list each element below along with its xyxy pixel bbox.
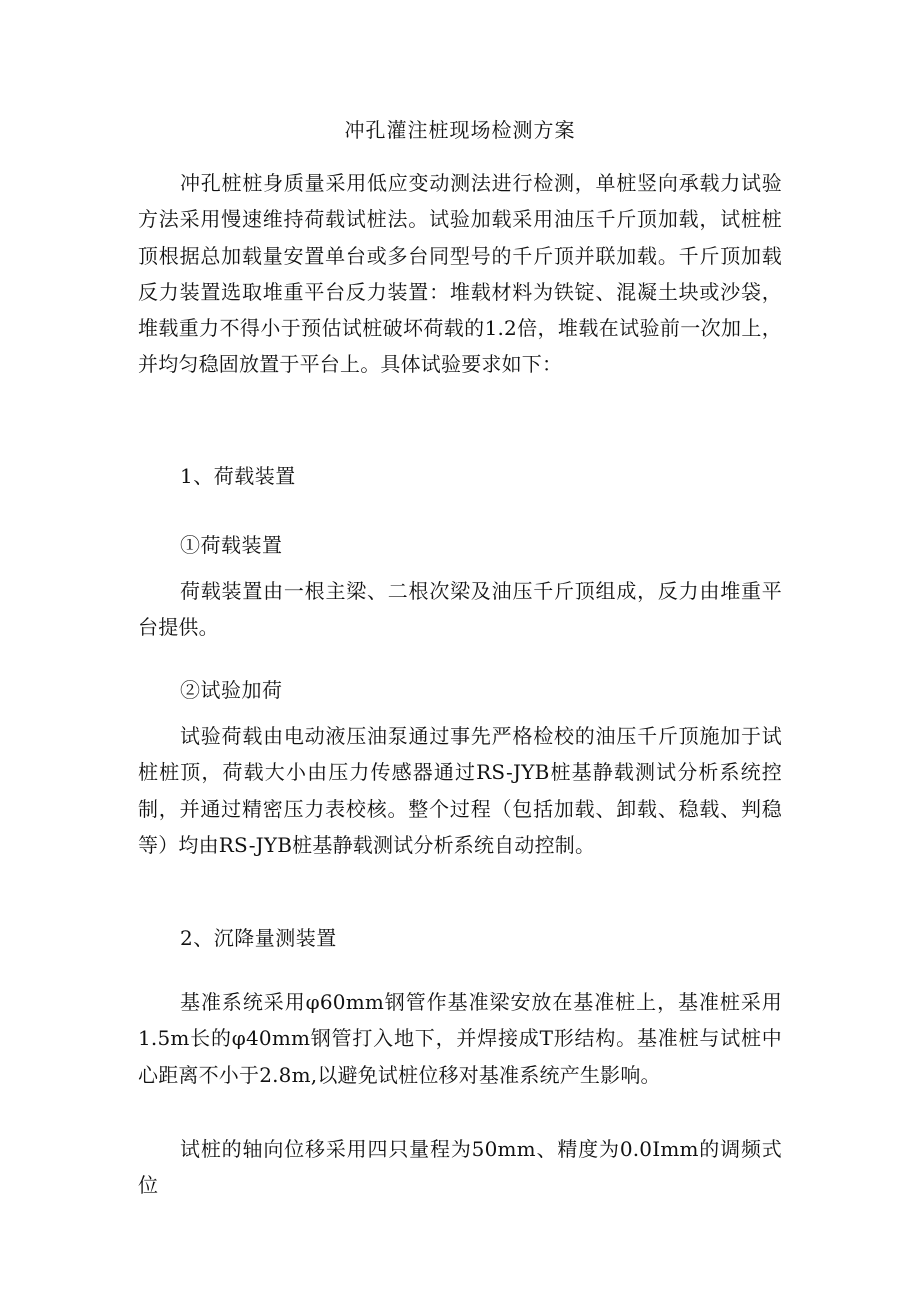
section-2-paragraph-2: 试桩的轴向位移采用四只量程为50mm、精度为0.0Imm的调频式位 bbox=[138, 1137, 782, 1198]
subsection-2-heading: ②试验加荷 bbox=[180, 678, 283, 702]
section-2-paragraph-1: 基准系统采用φ60mm钢管作基准梁安放在基准桩上，基准桩采用1.5m长的φ40mm钢管打入地下，并焊接成T形结构。基准桩与试桩中心距离不小于2.8m,以避免试桩位移对基准系统产生影响。 bbox=[138, 990, 782, 1087]
subsection-1-heading: ①荷载装置 bbox=[180, 533, 283, 557]
section-1-heading: 1、荷载装置 bbox=[180, 464, 296, 488]
subsection-1-paragraph: 荷载装置由一根主梁、二根次梁及油压千斤顶组成，反力由堆重平台提供。 bbox=[138, 579, 782, 640]
intro-paragraph: 冲孔桩桩身质量采用低应变动测法进行检测，单桩竖向承载力试验方法采用慢速维持荷载试桩法。试验加载采用油压千斤顶加载，试桩桩顶根据总加载量安置单台或多台同型号的千斤顶并联加载。千斤顶加载反力装置选取堆重平台反力装置：堆载材料为铁锭、混凝土块或沙袋，堆载重力不得小于预估试桩破坏荷载的1.2倍，堆载在试验前一次加上，并均匀稳固放置于平台上。具体试验要求如下： bbox=[138, 171, 782, 377]
subsection-2-paragraph: 试验荷载由电动液压油泵通过事先严格检校的油压千斤顶施加于试桩桩顶，荷载大小由压力传感器通过RS-JYB桩基静载测试分析系统控制，并通过精密压力表校核。整个过程（包括加载、卸载、稳载、判稳等）均由RS-JYB桩基静载测试分析系统自动控制。 bbox=[138, 724, 782, 857]
document-title: 冲孔灌注桩现场检测方案 bbox=[344, 118, 576, 142]
section-2-heading: 2、沉降量测装置 bbox=[180, 926, 337, 950]
